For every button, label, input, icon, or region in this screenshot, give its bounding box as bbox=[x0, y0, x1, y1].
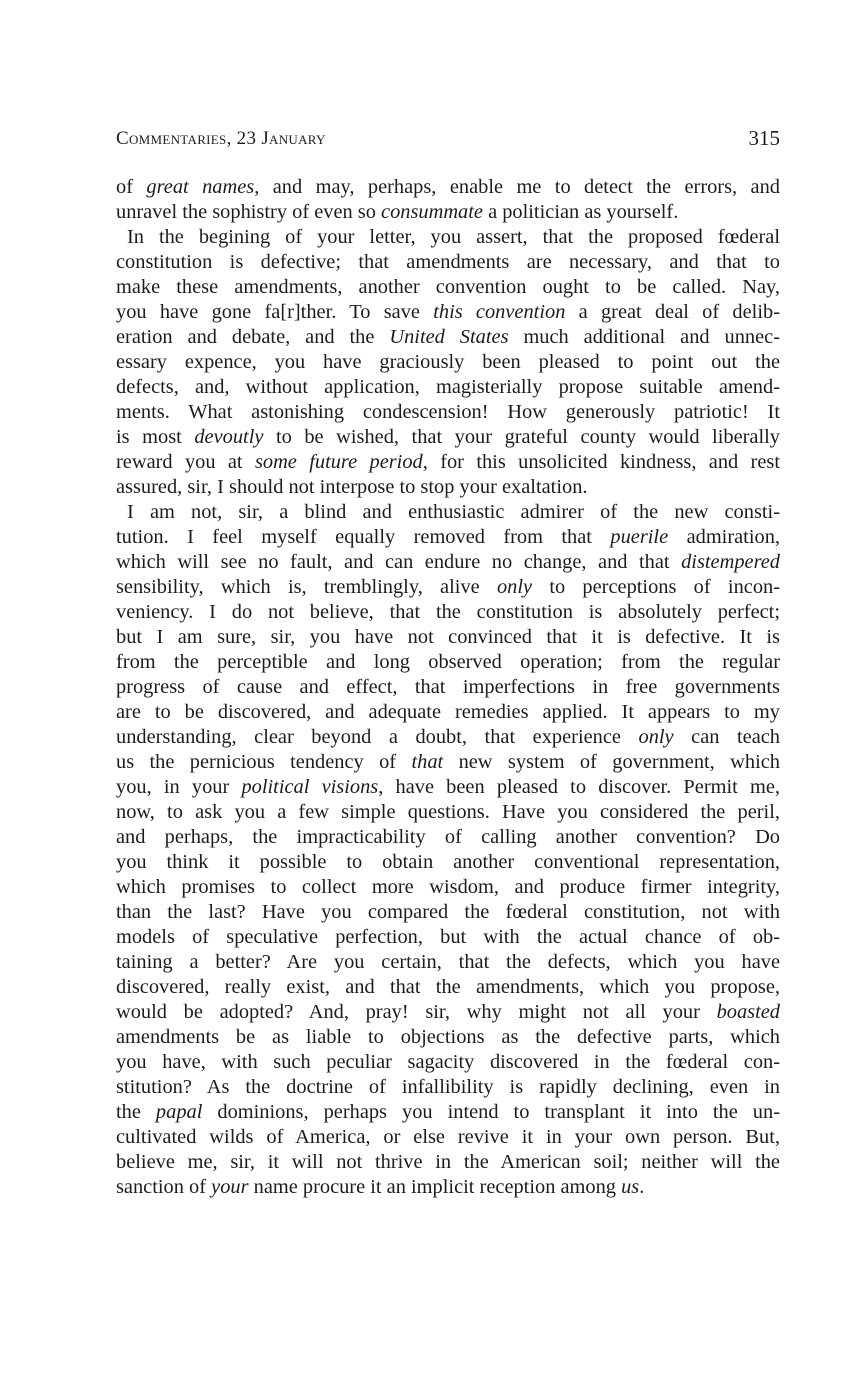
text-run: than the last? Have you compared the fœderal constitution, not with bbox=[116, 901, 780, 923]
text-run: to perceptions of incon- bbox=[532, 576, 780, 598]
italic-text: papal bbox=[155, 1101, 203, 1123]
italic-text: only bbox=[638, 726, 674, 748]
italic-text: consummate bbox=[381, 201, 483, 223]
italic-text: your bbox=[211, 1176, 249, 1198]
text-run: In the begining of your letter, you assert, that the proposed fœderal bbox=[127, 226, 780, 248]
text-run: now, to ask you a few simple questions. Have you considered the peril, bbox=[116, 801, 780, 823]
text-line bbox=[116, 1050, 780, 1075]
text-line bbox=[116, 300, 780, 325]
running-head-title: Commentaries, 23 January bbox=[116, 128, 326, 149]
paragraph bbox=[116, 225, 780, 500]
text-run: taining a better? Are you certain, that the defects, which you have bbox=[116, 951, 780, 973]
page-number: 315 bbox=[748, 126, 780, 150]
text-line bbox=[116, 525, 780, 550]
text-line bbox=[116, 450, 780, 475]
italic-text: some future period bbox=[254, 451, 423, 473]
text-run: a politician as yourself. bbox=[482, 201, 679, 223]
text-run: you, in your bbox=[116, 776, 242, 798]
italic-text: this convention bbox=[433, 301, 566, 323]
text-line bbox=[116, 825, 780, 850]
italic-text: that bbox=[411, 751, 444, 773]
text-line bbox=[116, 475, 780, 500]
text-line bbox=[116, 625, 780, 650]
text-run: much additional and unnec- bbox=[508, 326, 780, 348]
text-line bbox=[116, 275, 780, 300]
text-line bbox=[116, 1000, 780, 1025]
text-line bbox=[116, 1175, 780, 1200]
text-line bbox=[116, 950, 780, 975]
text-run: reward you at bbox=[116, 451, 255, 473]
text-run: dominions, perhaps you intend to transplant it into the un- bbox=[202, 1101, 780, 1123]
text-run: of bbox=[116, 176, 147, 198]
text-line bbox=[116, 350, 780, 375]
text-line bbox=[116, 1075, 780, 1100]
text-line bbox=[116, 650, 780, 675]
text-line bbox=[116, 850, 780, 875]
paragraph bbox=[116, 175, 780, 225]
text-line bbox=[116, 600, 780, 625]
text-line bbox=[116, 175, 780, 200]
text-line bbox=[116, 975, 780, 1000]
text-run: models of speculative perfection, but with the actual chance of ob- bbox=[116, 926, 780, 948]
text-run: sensibility, which is, tremblingly, alive bbox=[116, 576, 497, 598]
text-run: you have gone fa[r]ther. To save bbox=[116, 301, 434, 323]
italic-text: boasted bbox=[716, 1001, 780, 1023]
text-line bbox=[116, 675, 780, 700]
text-line bbox=[116, 750, 780, 775]
italic-text: United States bbox=[389, 326, 509, 348]
italic-text: political visions bbox=[241, 776, 379, 798]
text-line bbox=[116, 1125, 780, 1150]
text-line bbox=[116, 725, 780, 750]
text-run: I am not, sir, a blind and enthusiastic admirer of the new consti- bbox=[127, 501, 780, 523]
text-line bbox=[116, 875, 780, 900]
text-run: unravel the sophistry of even so bbox=[116, 201, 382, 223]
text-run: can teach bbox=[673, 726, 780, 748]
text-line bbox=[116, 250, 780, 275]
text-run: new system of government, which bbox=[443, 751, 780, 773]
text-run: , and may, perhaps, enable me to detect the errors, and bbox=[254, 176, 780, 198]
text-run: which promises to collect more wisdom, and produce firmer integrity, bbox=[116, 876, 780, 898]
text-run: progress of cause and effect, that imperfections in free governments bbox=[116, 676, 780, 698]
text-run: understanding, clear beyond a doubt, that experience bbox=[116, 726, 639, 748]
text-run: you think it possible to obtain another conventional representation, bbox=[116, 851, 780, 873]
italic-text: devoutly bbox=[194, 426, 264, 448]
italic-text: great names bbox=[146, 176, 255, 198]
text-run: which will see no fault, and can endure no change, and that bbox=[116, 551, 682, 573]
text-line bbox=[116, 775, 780, 800]
text-run: and perhaps, the impracticability of calling another convention? Do bbox=[116, 826, 780, 848]
text-run: , have been pleased to discover. Permit me, bbox=[378, 776, 780, 798]
italic-text: puerile bbox=[610, 526, 669, 548]
text-run: believe me, sir, it will not thrive in the American soil; neither will the bbox=[116, 1151, 780, 1173]
text-line bbox=[116, 200, 780, 225]
text-run: veniency. I do not believe, that the constitution is absolutely perfect; bbox=[116, 601, 780, 623]
text-line bbox=[116, 375, 780, 400]
text-run: defects, and, without application, magisterially propose suitable amend- bbox=[116, 376, 780, 398]
text-run: sanction of bbox=[116, 1176, 212, 1198]
text-line bbox=[116, 1100, 780, 1125]
text-run: is most bbox=[116, 426, 195, 448]
text-run: , for this unsolicited kindness, and rest bbox=[422, 451, 780, 473]
text-run: discovered, really exist, and that the amendments, which you propose, bbox=[116, 976, 780, 998]
italic-text: only bbox=[496, 576, 533, 598]
text-run: ments. What astonishing condescension! How generously patriotic! It bbox=[116, 401, 780, 423]
text-run: are to be discovered, and adequate remedies applied. It appears to my bbox=[116, 701, 780, 723]
text-run: cultivated wilds of America, or else revive it in your own person. But, bbox=[116, 1126, 780, 1148]
text-run: name procure it an implicit reception among bbox=[248, 1176, 622, 1198]
text-run: a great deal of delib- bbox=[565, 301, 780, 323]
text-line bbox=[116, 550, 780, 575]
text-run: you have, with such peculiar sagacity discovered in the fœderal con- bbox=[116, 1051, 780, 1073]
text-run: make these amendments, another convention ought to be called. Nay, bbox=[116, 276, 780, 298]
italic-text: distempered bbox=[681, 551, 780, 573]
text-run: from the perceptible and long observed operation; from the regular bbox=[116, 651, 780, 673]
text-line bbox=[116, 325, 780, 350]
text-line bbox=[116, 575, 780, 600]
text-run: tution. I feel myself equally removed from that bbox=[116, 526, 611, 548]
text-line bbox=[116, 500, 780, 525]
text-run: admiration, bbox=[668, 526, 780, 548]
text-run: would be adopted? And, pray! sir, why might not all your bbox=[116, 1001, 717, 1023]
text-run: amendments be as liable to objections as the defective parts, which bbox=[116, 1026, 780, 1048]
text-line bbox=[116, 700, 780, 725]
body-text bbox=[116, 175, 780, 1200]
text-run: assured, sir, I should not interpose to stop your exaltation. bbox=[116, 476, 588, 498]
text-run: but I am sure, sir, you have not convinced that it is defective. It is bbox=[116, 626, 780, 648]
text-run: constitution is defective; that amendments are necessary, and that to bbox=[116, 251, 780, 273]
text-run: stitution? As the doctrine of infallibility is rapidly declining, even in bbox=[116, 1076, 780, 1098]
text-run: . bbox=[639, 1176, 645, 1198]
text-run: the bbox=[116, 1101, 156, 1123]
text-line bbox=[116, 1025, 780, 1050]
text-line bbox=[116, 1150, 780, 1175]
text-line bbox=[116, 425, 780, 450]
text-line bbox=[116, 225, 780, 250]
text-run: eration and debate, and the bbox=[116, 326, 390, 348]
text-line bbox=[116, 800, 780, 825]
text-run: to be wished, that your grateful county would liberally bbox=[263, 426, 781, 448]
text-line bbox=[116, 925, 780, 950]
text-run: essary expence, you have graciously been pleased to point out the bbox=[116, 351, 780, 373]
text-line bbox=[116, 900, 780, 925]
italic-text: us bbox=[621, 1176, 640, 1198]
text-run: us the pernicious tendency of bbox=[116, 751, 412, 773]
paragraph bbox=[116, 500, 780, 1200]
text-line bbox=[116, 400, 780, 425]
running-head bbox=[116, 128, 780, 158]
